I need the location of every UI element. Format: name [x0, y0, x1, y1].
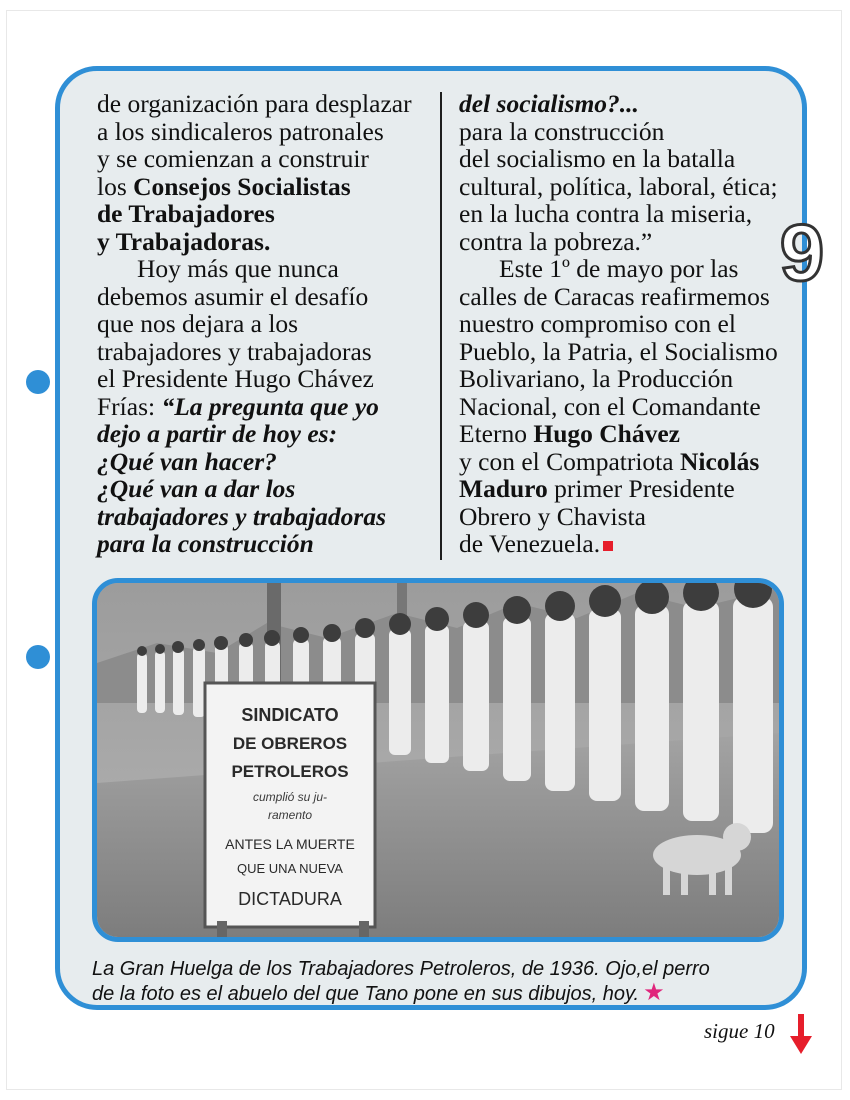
paragraph-start: Hoy más que nunca — [137, 254, 339, 283]
text-line: del socialismo en la batalla — [459, 144, 736, 173]
text-line — [97, 448, 427, 476]
down-arrow-icon — [790, 1014, 812, 1054]
text-line: Nacional, con el Comandante — [459, 391, 761, 421]
page-number: 9 — [779, 208, 825, 297]
sign-line: DE OBREROS — [232, 734, 348, 753]
text-segment: Eterno — [459, 419, 534, 448]
text-line — [459, 475, 799, 503]
text-line: de organización para desplazar — [97, 89, 412, 118]
text-line — [459, 420, 799, 448]
sign-line: ANTES LA MUERTE — [225, 836, 355, 852]
article-left-column — [97, 90, 427, 558]
binder-hole-bottom — [26, 645, 50, 669]
text-line: Obrero y Chavista — [459, 501, 646, 531]
text-line: nuestro compromiso con el — [459, 309, 736, 338]
text-segment: los — [97, 171, 134, 201]
quote-text: dejo a partir de hoy es: — [97, 419, 338, 448]
text-line — [97, 200, 427, 228]
bold-text: Nicolás — [679, 446, 760, 476]
text-line — [97, 475, 427, 503]
sign-line: QUE UNA NUEVA — [237, 861, 343, 876]
text-line: cultural, política, laboral, ética; — [459, 171, 778, 201]
text-line — [97, 173, 427, 201]
photo-caption — [92, 958, 792, 1006]
text-line: trabajadores y trabajadoras — [97, 336, 372, 366]
text-segment: primer Presidente — [547, 474, 735, 503]
text-line: debemos asumir el desafío — [97, 281, 369, 311]
text-line — [97, 503, 427, 531]
text-segment: Frías: — [97, 391, 162, 421]
sign-line: ramento — [267, 808, 313, 822]
text-line: para la construcción — [459, 116, 665, 146]
text-line — [97, 393, 427, 421]
star-icon: ★ — [643, 979, 665, 1006]
text-line: que nos dejara a los — [97, 309, 299, 338]
text-line: a los sindicaleros patronales — [97, 116, 384, 146]
sign-line: PETROLEROS — [231, 762, 349, 781]
bold-text: y Trabajadoras. — [97, 226, 271, 256]
sign-line: cumplió su ju- — [252, 790, 328, 804]
text-line: y se comienzan a construir — [97, 144, 369, 173]
quote-text: del socialismo?... — [459, 89, 639, 118]
text-segment: y con el Compatriota — [459, 446, 680, 476]
text-line — [97, 228, 427, 256]
quote-text: ¿Qué van hacer? — [97, 446, 277, 476]
text-line: el Presidente Hugo Chávez — [97, 364, 374, 393]
text-line: calles de Caracas reafirmemos — [459, 281, 770, 311]
sign-line: SINDICATO — [241, 705, 339, 725]
caption-line: La Gran Huelga de los Trabajadores Petroleros, de 1936. Ojo,el perro — [92, 958, 710, 980]
text-line: Pueblo, la Patria, el Socialismo — [459, 336, 778, 366]
historical-photo — [92, 578, 784, 942]
bold-text: Consejos Socialistas — [133, 171, 351, 201]
photo-illustration — [97, 583, 779, 937]
caption-line — [92, 981, 792, 1006]
text-line — [97, 420, 427, 448]
text-line: en la lucha contra la miseria, — [459, 199, 753, 228]
bold-text: de Trabajadores — [97, 199, 275, 228]
quote-text: trabajadores y trabajadoras — [97, 501, 387, 531]
continue-label: sigue 10 — [704, 1019, 775, 1043]
sign-line: DICTADURA — [238, 889, 342, 909]
article-right-column — [459, 90, 799, 558]
end-of-article-mark — [603, 541, 613, 551]
text-line — [459, 90, 799, 118]
quote-text: “La pregunta que yo — [161, 391, 379, 421]
quote-text: para la construcción — [97, 529, 314, 558]
text-line: contra la pobreza.” — [459, 226, 653, 256]
paragraph-start: Este 1º de mayo por las — [499, 254, 739, 283]
text-line — [459, 448, 799, 476]
text-segment: de Venezuela. — [459, 529, 601, 558]
text-line: Bolivariano, la Producción — [459, 364, 734, 393]
bold-text: Maduro — [459, 474, 548, 503]
text-line — [97, 530, 427, 558]
caption-text: de la foto es el abuelo del que Tano pone en sus dibujos, hoy. — [92, 983, 640, 1005]
bold-text: Hugo Chávez — [533, 419, 680, 448]
quote-text: ¿Qué van a dar los — [97, 474, 296, 503]
text-line — [459, 530, 799, 558]
binder-hole-top — [26, 370, 50, 394]
column-divider — [440, 92, 442, 560]
